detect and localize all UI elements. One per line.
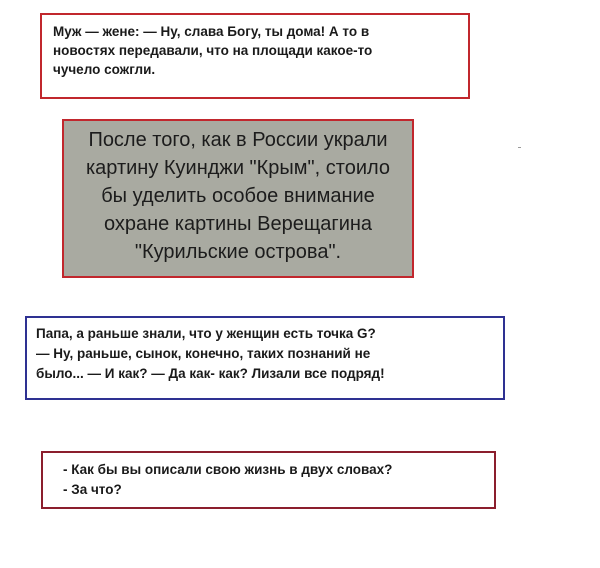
joke-card-husband-wife bbox=[40, 13, 470, 99]
stray-mark bbox=[518, 147, 521, 148]
joke-3-line-1: Папа, а раньше знали, что у женщин есть точка G? bbox=[36, 326, 376, 341]
joke-2-line-5: "Курильские острова". bbox=[134, 241, 342, 263]
joke-card-dad-son bbox=[25, 316, 505, 400]
joke-1-line-2: новостях передавали, что на площади какое-то bbox=[53, 43, 373, 58]
joke-4-line-1: - Как бы вы описали свою жизнь в двух словах? bbox=[63, 462, 393, 477]
joke-3-line-2: — Ну, раньше, сынок, конечно, таких познаний не bbox=[36, 346, 371, 361]
joke-2-line-3: бы уделить особое внимание bbox=[101, 185, 375, 207]
joke-4-line-2: - За что? bbox=[63, 482, 122, 497]
joke-1-line-1: Муж — жене: — Ну, слава Богу, ты дома! А то в bbox=[53, 24, 370, 39]
joke-card-paintings bbox=[62, 119, 414, 278]
joke-2-line-2: картину Куинджи "Крым", стоило bbox=[85, 157, 391, 179]
joke-2-line-4: охране картины Верещагина bbox=[103, 213, 373, 235]
joke-3-line-3: было... — И как? — Да как- как? Лизали все подряд! bbox=[36, 366, 385, 381]
joke-1-line-3: чучело сожгли. bbox=[53, 62, 156, 77]
joke-card-two-words bbox=[41, 451, 496, 509]
joke-2-line-1: После того, как в России украли bbox=[88, 129, 388, 151]
